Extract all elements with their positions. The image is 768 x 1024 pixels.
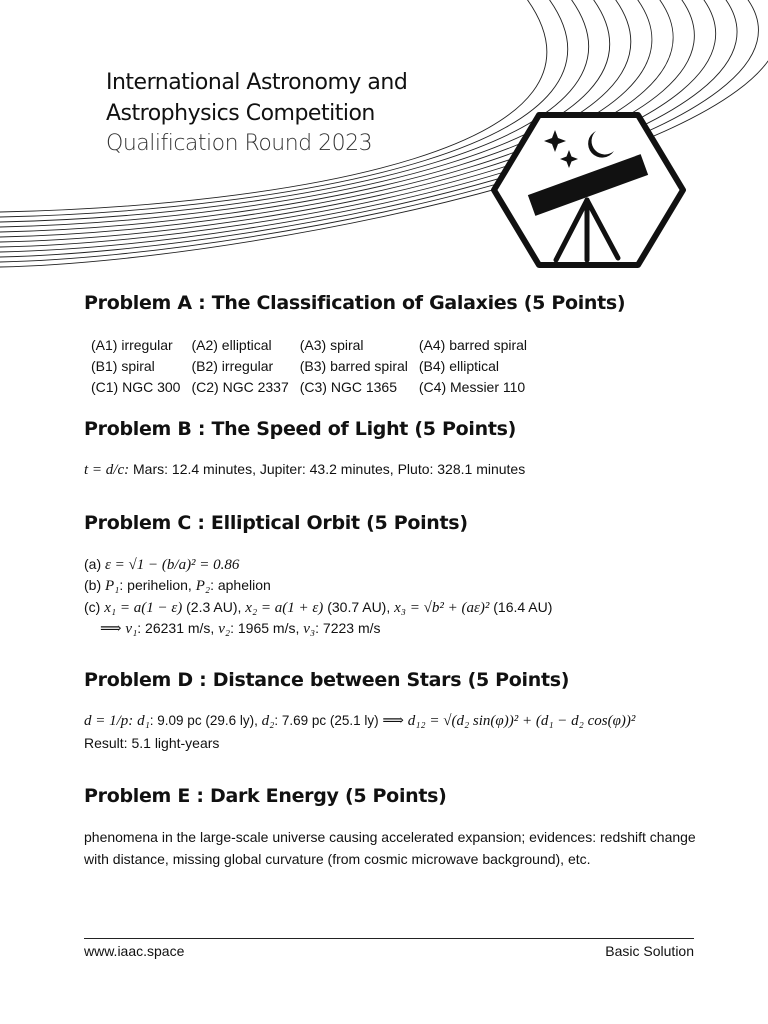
dark-energy-answer: phenomena in the large-scale universe causing accelerated expansion; evidences: redshift change with distance, missing global curvature (from cosmic microwave background), etc. [84, 829, 696, 867]
x2-formula: x₂ = a(1 + ε) [245, 600, 324, 616]
v1-value: : 26231 m/s, [137, 620, 215, 636]
footer-divider [84, 938, 694, 939]
x1-value: (2.3 AU), [186, 599, 242, 615]
symbol-d1: d₁ [137, 713, 150, 729]
aphelion-text: : aphelion [210, 577, 271, 593]
problem-d-title: Problem D : Distance between Stars (5 Points) [84, 669, 570, 691]
answer-d-result: Result: 5.1 light-years [84, 735, 220, 751]
symbol-p2: P₂ [195, 578, 211, 594]
x3-formula: x₃ = √b² + (aε)² [394, 600, 490, 616]
table-cell: (B1) spiral [91, 357, 155, 374]
d2-value: : 7.69 pc (25.1 ly) [274, 713, 379, 728]
table-cell: (A3) spiral [299, 336, 364, 353]
x3-value: (16.4 AU) [493, 599, 553, 615]
perihelion-text: : perihelion, [119, 577, 192, 593]
table-row [86, 376, 533, 397]
round-subtitle: Qualification Round 2023 [106, 131, 373, 156]
table-cell: (B4) elliptical [418, 357, 500, 374]
table-cell: (C2) NGC 2337 [191, 378, 289, 395]
symbol-p1: P₁ [105, 578, 120, 594]
table-cell: (A4) barred spiral [418, 336, 528, 353]
time-formula: t = d/c: [84, 462, 130, 478]
symbol-v3: v₃ [303, 621, 316, 637]
x1-formula: x₁ = a(1 − ε) [104, 600, 183, 616]
answer-c-velocities [100, 619, 381, 638]
table-cell: (A2) elliptical [191, 336, 272, 353]
footer-website: www.iaac.space [84, 943, 185, 959]
table-cell: (B3) barred spiral [299, 357, 408, 374]
v2-value: : 1965 m/s, [230, 620, 300, 636]
table-row [86, 355, 533, 376]
table-cell: (C3) NGC 1365 [299, 378, 397, 395]
symbol-d2: d₂ [261, 713, 275, 729]
footer-label: Basic Solution [605, 943, 694, 959]
distance-formula: d₁₂ = √(d₂ sin(φ))² + (d₁ − d₂ cos(φ))² [407, 713, 636, 729]
competition-title-line2: Astrophysics Competition [106, 101, 375, 126]
symbol-v2: v₂ [218, 621, 231, 637]
d1-value: : 9.09 pc (29.6 ly), [149, 713, 258, 728]
part-label: (c) [84, 599, 101, 615]
part-label: (b) [84, 577, 102, 593]
part-label: (a) [84, 556, 102, 572]
table-cell: (C4) Messier 110 [418, 378, 526, 395]
speed-of-light-answer [84, 460, 525, 479]
x2-value: (30.7 AU), [327, 599, 391, 615]
answer-d-distances [84, 712, 635, 730]
table-row [86, 334, 533, 355]
table-cell: (B2) irregular [191, 357, 274, 374]
eccentricity-formula: ε = √1 − (b/a)² = 0.86 [105, 557, 240, 573]
table-cell: (C1) NGC 300 [91, 378, 181, 395]
telescope-hexagon-icon [494, 115, 683, 265]
symbol-v1: v₁ [125, 621, 138, 637]
implies-arrow: ⟹ [382, 713, 404, 729]
problem-c-title: Problem C : Elliptical Orbit (5 Points) [84, 512, 468, 534]
problem-a-title: Problem A : The Classification of Galaxies (5 Points) [84, 292, 626, 314]
answer-c-c [84, 598, 552, 617]
travel-times: Mars: 12.4 minutes, Jupiter: 43.2 minutes, Pluto: 328.1 minutes [133, 461, 526, 477]
implies-arrow: ⟹ [100, 621, 122, 637]
answer-c-a [84, 555, 239, 574]
answer-c-b [84, 576, 271, 595]
v3-value: : 7223 m/s [315, 620, 381, 636]
parallax-formula: d = 1/p: [84, 713, 134, 729]
table-cell: (A1) irregular [91, 336, 173, 353]
problem-e-title: Problem E : Dark Energy (5 Points) [84, 785, 447, 807]
problem-b-title: Problem B : The Speed of Light (5 Points) [84, 418, 517, 440]
galaxy-classification-table [86, 334, 533, 397]
competition-title-line1: International Astronomy and [106, 70, 408, 95]
